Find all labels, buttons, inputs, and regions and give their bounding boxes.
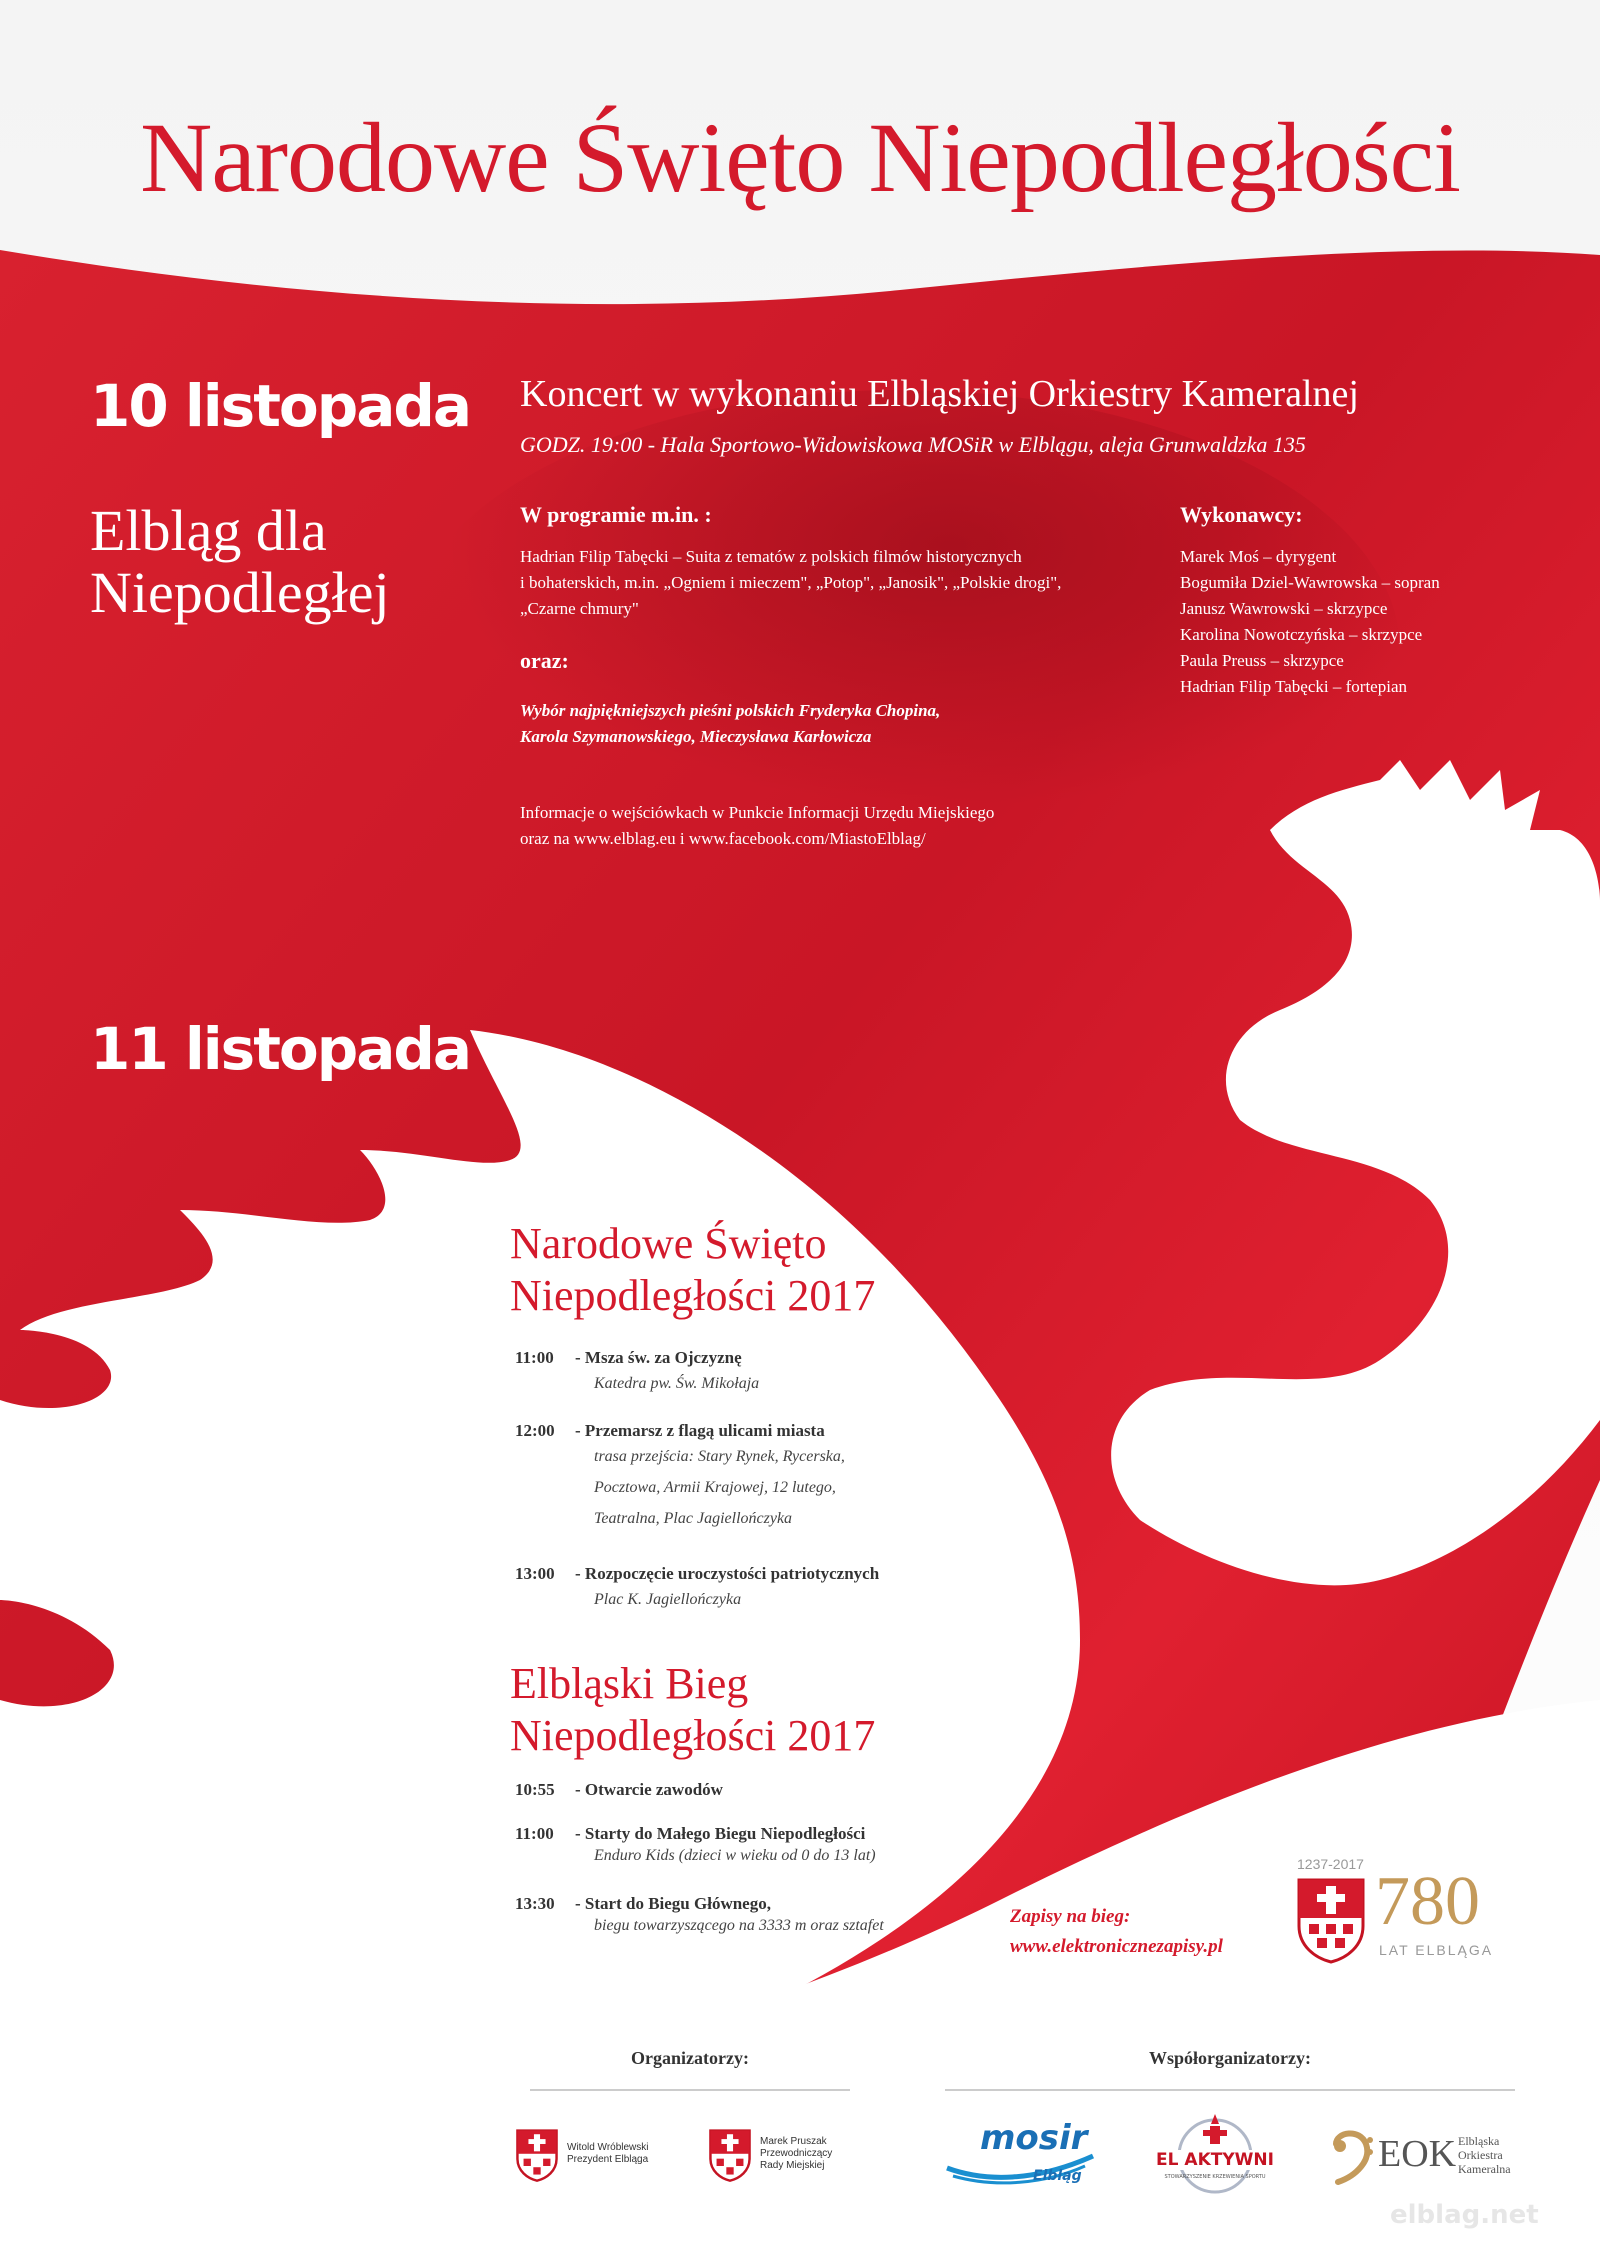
concert-title: Koncert w wykonaniu Elbląskiej Orkiestry Kameralnej [520, 373, 1359, 415]
org-line: Przewodniczący [760, 2148, 833, 2159]
concert-details: GODZ. 19:00 - Hala Sportowo-Widowiskowa MOSiR w Elblągu, aleja Grunwaldzka 135 [520, 432, 1306, 457]
event-time: 11:00 [515, 1348, 554, 1367]
program-line: i bohaterskich, m.in. „Ogniem i mieczem", „Potop", „Janosik", „Polskie drogi", [520, 573, 1062, 592]
registration [1010, 1902, 1223, 1962]
date-10-listopada: 10 listopada [90, 372, 471, 440]
eok-caption [1458, 2134, 1511, 2176]
info-line: Informacje o wejściówkach w Punkcie Informacji Urzędu Miejskiego [520, 803, 995, 822]
event-time: 12:00 [515, 1421, 555, 1440]
eok-text: EOK [1378, 2133, 1457, 2175]
organizer-council-text [760, 2136, 832, 2172]
event-sub: Enduro Kids (dzieci w wieku od 0 do 13 lat) [594, 1847, 876, 1864]
event-time: 10:55 [515, 1780, 555, 1799]
eok-logo [1330, 2122, 1520, 2192]
main-title: Narodowe Święto Niepodległości [140, 102, 1460, 213]
elblag-crest-icon [1295, 1876, 1367, 1964]
day1-subtitle [90, 500, 390, 624]
chopin-line: Karola Szymanowskiego, Mieczysława Karłowicza [520, 727, 872, 746]
oraz-label: oraz: [520, 648, 569, 673]
mosir-text: mosir [980, 2118, 1088, 2158]
organizer-council [708, 2128, 878, 2188]
eok-line: Kameralna [1458, 2162, 1511, 2176]
event-sub: biegu towarzyszącego na 3333 m oraz sztafet [594, 1917, 884, 1934]
registration-url[interactable]: www.elektronicznezapisy.pl [1010, 1936, 1223, 1957]
section2-title [510, 1658, 875, 1762]
anniversary-caption: LAT ELBLĄGA [1379, 1942, 1494, 1958]
event-item [515, 1824, 1115, 1868]
program-line: Hadrian Filip Tabęcki – Suita z tematów z polskich filmów historycznych [520, 547, 1022, 566]
performer: Hadrian Filip Tabęcki – fortepian [1180, 677, 1407, 696]
event-item [515, 1421, 1115, 1534]
section1-title-line2: Niepodległości 2017 [510, 1271, 876, 1320]
event-sub: Pocztowa, Armii Krajowej, 12 lutego, [594, 1479, 836, 1496]
event-item [515, 1564, 1115, 1615]
bass-clef-icon [1330, 2126, 1374, 2186]
day1-subtitle-line1: Elbląg dla [90, 498, 327, 563]
event-title: - Rozpoczęcie uroczystości patriotycznych [575, 1564, 880, 1583]
eok-line: Orkiestra [1458, 2148, 1503, 2162]
event-time: 11:00 [515, 1824, 554, 1843]
section1-title [510, 1218, 875, 1322]
event-sub: Katedra pw. Św. Mikołaja [594, 1375, 760, 1392]
performers-list [1180, 544, 1440, 700]
section1-title-line1: Narodowe Święto [510, 1219, 827, 1268]
coorganizers-header: Współorganizatorzy: [1149, 2048, 1311, 2068]
eok-line: Elbląska [1458, 2134, 1500, 2148]
organizer-president [515, 2128, 685, 2188]
program-line: „Czarne chmury" [520, 599, 639, 618]
performer: Janusz Wawrowski – skrzypce [1180, 599, 1388, 618]
event-time: 13:30 [515, 1894, 555, 1913]
mosir-logo [945, 2118, 1095, 2198]
registration-label: Zapisy na bieg: [1010, 1906, 1131, 1927]
performer: Paula Preuss – skrzypce [1180, 651, 1344, 670]
ticket-info [520, 800, 994, 852]
event-sub: Plac K. Jagiellończyka [594, 1591, 742, 1608]
el-aktywni-text: EL AKTYWNI [1135, 2150, 1295, 2170]
event-sub: trasa przejścia: Stary Rynek, Rycerska, [594, 1448, 845, 1465]
event-item [515, 1780, 1115, 1800]
anniversary-years: 1237-2017 [1297, 1856, 1364, 1872]
organizers-header: Organizatorzy: [631, 2048, 749, 2068]
info-line: oraz na www.elblag.eu i www.facebook.com/MiastoElblag/ [520, 829, 926, 848]
performer: Marek Moś – dyrygent [1180, 547, 1337, 566]
el-aktywni-sub: STOWARZYSZENIE KRZEWIENIA SPORTU [1164, 2174, 1266, 2180]
org-line: Witold Wróblewski [567, 2142, 649, 2153]
event-item [515, 1348, 1115, 1399]
watermark: elblag.net [1390, 2200, 1539, 2230]
event-sub: Teatralna, Plac Jagiellończyka [594, 1510, 793, 1527]
organizer-president-text [567, 2142, 649, 2166]
performer: Bogumiła Dziel-Wawrowska – sopran [1180, 573, 1440, 592]
org-line: Rady Miejskiej [760, 2160, 825, 2171]
mosir-sub: Elbląg [1033, 2168, 1082, 2184]
section1-schedule [515, 1348, 1115, 1615]
section2-title-line2: Niepodległości 2017 [510, 1711, 876, 1760]
section2-title-line1: Elbląski Bieg [510, 1659, 749, 1708]
chopin-program [520, 698, 940, 750]
program-header: W programie m.in. : [520, 502, 712, 527]
anniversary-badge [1295, 1856, 1525, 1966]
el-aktywni-logo [1135, 2108, 1295, 2203]
org-line: Prezydent Elbląga [567, 2154, 649, 2165]
chopin-line: Wybór najpiękniejszych pieśni polskich Fryderyka Chopina, [520, 701, 941, 720]
event-time: 13:00 [515, 1564, 555, 1583]
performer: Karolina Nowotczyńska – skrzypce [1180, 625, 1423, 644]
event-title: - Starty do Małego Biegu Niepodległości [575, 1824, 866, 1843]
event-title: - Przemarsz z flagą ulicami miasta [575, 1421, 825, 1440]
performers-header: Wykonawcy: [1180, 502, 1303, 527]
event-title: - Otwarcie zawodów [575, 1780, 723, 1799]
event-title: - Msza św. za Ojczyznę [575, 1348, 742, 1367]
anniversary-number: 780 [1375, 1863, 1480, 1940]
org-line: Marek Pruszak [760, 2136, 827, 2147]
date-11-listopada: 11 listopada [90, 1015, 471, 1083]
day1-subtitle-line2: Niepodległej [90, 560, 390, 625]
program-list [520, 544, 1061, 622]
city-crest-icon [708, 2128, 752, 2182]
event-title: - Start do Biegu Głównego, [575, 1894, 771, 1913]
city-crest-icon [515, 2128, 559, 2182]
